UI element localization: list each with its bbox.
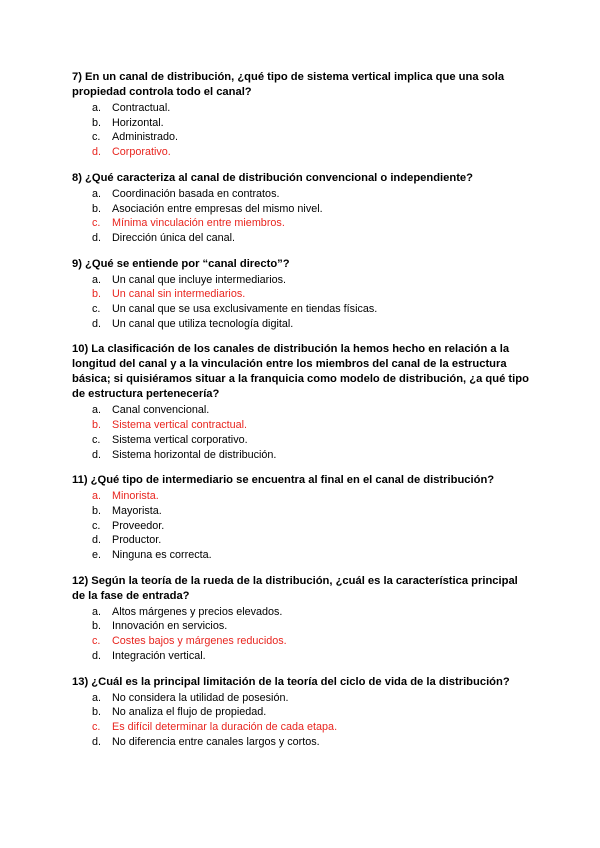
option-c: [72, 130, 532, 145]
quiz-page: [72, 70, 532, 760]
option-letter: c.: [92, 519, 101, 532]
option-list: [72, 691, 532, 750]
option-b: [72, 705, 532, 720]
option-c-correct: [72, 634, 532, 649]
option-text: Dirección única del canal.: [112, 231, 236, 244]
option-letter: d.: [92, 735, 102, 748]
question-text: 13) ¿Cuál es la principal limitación de la teoría del ciclo de vida de la distribución?: [72, 675, 510, 688]
question-text: 10) La clasificación de los canales de distribución la hemos hecho en relación a la longitud del canal y a la vinculación entre los miembros del canal de la estructura básica; si quisiéramos situar a la franquicia como modelo de distribución, ¿a qué tipo de estructura pertenecería?: [72, 343, 529, 401]
option-list: [72, 187, 532, 246]
question-text: 7) En un canal de distribución, ¿qué tipo de sistema vertical implica que una sola propiedad controla todo el canal?: [72, 71, 505, 98]
option-text: Es difícil determinar la duración de cada etapa.: [112, 720, 338, 733]
option-d: [72, 231, 532, 246]
option-text: No considera la utilidad de posesión.: [112, 691, 289, 704]
question-10: [72, 342, 532, 462]
option-text: Ninguna es correcta.: [112, 549, 212, 562]
option-letter: c.: [92, 720, 101, 733]
option-letter: b.: [92, 620, 102, 633]
option-text: Productor.: [112, 534, 162, 547]
option-letter: a.: [92, 691, 102, 704]
option-letter: b.: [92, 288, 102, 301]
option-text: Un canal sin intermediarios.: [112, 288, 246, 301]
option-c-correct: [72, 216, 532, 231]
option-text: Sistema vertical corporativo.: [112, 433, 248, 446]
option-letter: c.: [92, 131, 101, 144]
option-text: No analiza el flujo de propiedad.: [112, 706, 267, 719]
option-text: Altos márgenes y precios elevados.: [112, 605, 283, 618]
option-b: [72, 202, 532, 217]
option-text: Integración vertical.: [112, 649, 206, 662]
option-letter: a.: [92, 490, 102, 503]
option-d: [72, 448, 532, 463]
option-text: Proveedor.: [112, 519, 165, 532]
question-text: 12) Según la teoría de la rueda de la distribución, ¿cuál es la característica principal de la fase de entrada?: [72, 574, 518, 602]
option-letter: c.: [92, 433, 101, 446]
option-e: [72, 548, 532, 563]
option-text: Mínima vinculación entre miembros.: [112, 217, 285, 230]
option-a: [72, 101, 532, 116]
option-text: Costes bajos y márgenes reducidos.: [112, 635, 287, 648]
option-text: Innovación en servicios.: [112, 620, 228, 633]
option-letter: d.: [92, 317, 102, 330]
option-letter: b.: [92, 706, 102, 719]
option-text: Corporativo.: [112, 146, 171, 159]
option-d: [72, 735, 532, 750]
question-9: [72, 257, 532, 332]
option-text: Minorista.: [112, 490, 159, 503]
option-letter: d.: [92, 649, 102, 662]
option-text: Sistema horizontal de distribución.: [112, 448, 277, 461]
option-a: [72, 187, 532, 202]
option-list: [72, 605, 532, 664]
option-letter: a.: [92, 187, 102, 200]
option-letter: d.: [92, 146, 102, 159]
option-list: [72, 403, 532, 462]
option-letter: c.: [92, 635, 101, 648]
option-letter: b.: [92, 419, 102, 432]
option-b-correct: [72, 287, 532, 302]
option-a: [72, 605, 532, 620]
option-letter: d.: [92, 448, 102, 461]
option-letter: d.: [92, 534, 102, 547]
option-d: [72, 533, 532, 548]
option-b: [72, 619, 532, 634]
option-letter: c.: [92, 303, 101, 316]
option-c: [72, 433, 532, 448]
option-text: No diferencia entre canales largos y cortos.: [112, 735, 320, 748]
option-text: Un canal que utiliza tecnología digital.: [112, 317, 294, 330]
option-a-correct: [72, 489, 532, 504]
option-list: [72, 489, 532, 563]
option-letter: a.: [92, 273, 102, 286]
option-a: [72, 273, 532, 288]
option-a: [72, 691, 532, 706]
question-13: [72, 675, 532, 750]
option-text: Administrado.: [112, 131, 179, 144]
option-letter: c.: [92, 217, 101, 230]
option-letter: e.: [92, 549, 102, 562]
question-text: 8) ¿Qué caracteriza al canal de distribución convencional o independiente?: [72, 171, 473, 184]
option-letter: b.: [92, 202, 102, 215]
option-text: Asociación entre empresas del mismo nivel.: [112, 202, 323, 215]
option-letter: a.: [92, 102, 102, 114]
option-b: [72, 116, 532, 131]
option-text: Horizontal.: [112, 116, 164, 129]
option-d: [72, 317, 532, 332]
option-letter: a.: [92, 605, 102, 618]
option-text: Un canal que se usa exclusivamente en tiendas físicas.: [112, 303, 378, 316]
option-c-correct: [72, 720, 532, 735]
option-text: Un canal que incluye intermediarios.: [112, 273, 287, 286]
question-text: 11) ¿Qué tipo de intermediario se encuentra al final en el canal de distribución?: [72, 474, 495, 487]
option-text: Sistema vertical contractual.: [112, 419, 248, 432]
option-c: [72, 519, 532, 534]
option-text: Contractual.: [112, 102, 171, 114]
option-d: [72, 649, 532, 664]
question-12: [72, 574, 532, 664]
option-list: [72, 273, 532, 332]
option-letter: d.: [92, 231, 102, 244]
option-letter: b.: [92, 116, 102, 129]
option-letter: a.: [92, 404, 102, 417]
option-b: [72, 504, 532, 519]
question-text: 9) ¿Qué se entiende por “canal directo”?: [72, 257, 290, 270]
option-text: Mayorista.: [112, 504, 162, 517]
option-list: [72, 101, 532, 160]
option-a: [72, 403, 532, 418]
option-text: Canal convencional.: [112, 404, 210, 417]
option-letter: b.: [92, 504, 102, 517]
question-11: [72, 473, 532, 563]
question-7: [72, 70, 532, 160]
option-b-correct: [72, 418, 532, 433]
question-8: [72, 171, 532, 246]
option-d-correct: [72, 145, 532, 160]
option-text: Coordinación basada en contratos.: [112, 187, 280, 200]
option-c: [72, 302, 532, 317]
